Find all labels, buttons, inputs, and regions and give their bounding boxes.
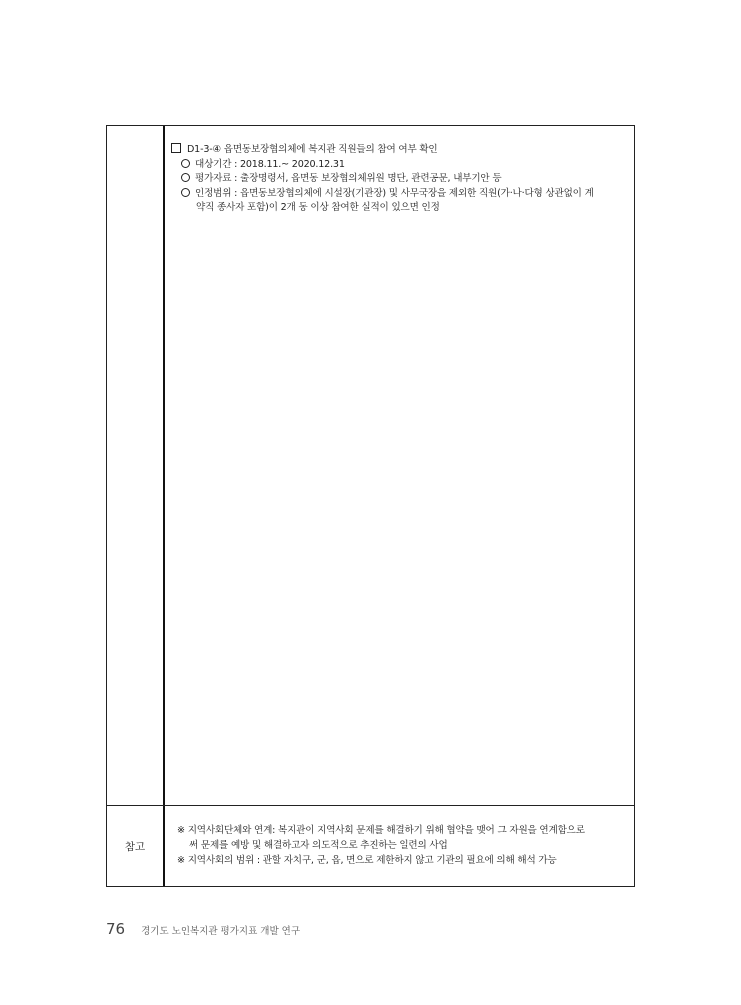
evaluation-materials-text: 평가자료 : 출장명령서, 읍면동 보장협의체위원 명단, 관련공문, 내부기안 등 <box>195 173 502 184</box>
list-item-continuation: 약직 종사자 포함)이 2개 동 이상 참여한 실적이 있으면 인정 <box>196 202 440 213</box>
list-item <box>171 172 628 187</box>
indicator-content <box>171 143 628 216</box>
evaluation-table <box>106 125 635 887</box>
list-item <box>171 187 628 202</box>
footer-title: 경기도 노인복지관 평가지표 개발 연구 <box>141 926 301 937</box>
note-line: ※ 지역사회의 범위 : 관할 자치구, 군, 읍, 면으로 제한하지 않고 기관의 필요에 의해 해석 가능 <box>177 855 557 866</box>
target-period-text: 대상기간 : 2018.11.~ 2020.12.31 <box>195 158 345 170</box>
indicator-heading-text: D1-3-④ 읍면동보장협의체에 복지관 직원들의 참여 여부 확인 <box>187 144 438 155</box>
list-item <box>171 158 628 173</box>
page-number: 76 <box>106 920 126 938</box>
circle-bullet-icon <box>181 159 190 168</box>
circle-bullet-icon <box>181 188 190 197</box>
column-divider <box>163 126 165 886</box>
row-divider <box>107 805 634 806</box>
page-footer <box>106 920 300 938</box>
circle-bullet-icon <box>181 173 190 182</box>
reference-notes <box>177 823 630 868</box>
indicator-heading <box>171 143 628 158</box>
note-line: 써 문제를 예방 및 해결하고자 의도적으로 추진하는 일련의 사업 <box>189 840 448 851</box>
recognition-scope-text: 인정범위 : 읍면동보장협의체에 시설장(기관장) 및 사무국장을 제외한 직원(가·나·다형 상관없이 계 <box>195 187 594 199</box>
note-line: ※ 지역사회단체와 연계: 복지관이 지역사회 문제를 해결하기 위해 협약을 맺어 그 자원을 연계함으로 <box>177 825 585 836</box>
checkbox-icon <box>171 143 181 153</box>
reference-label: 참고 <box>124 841 146 853</box>
